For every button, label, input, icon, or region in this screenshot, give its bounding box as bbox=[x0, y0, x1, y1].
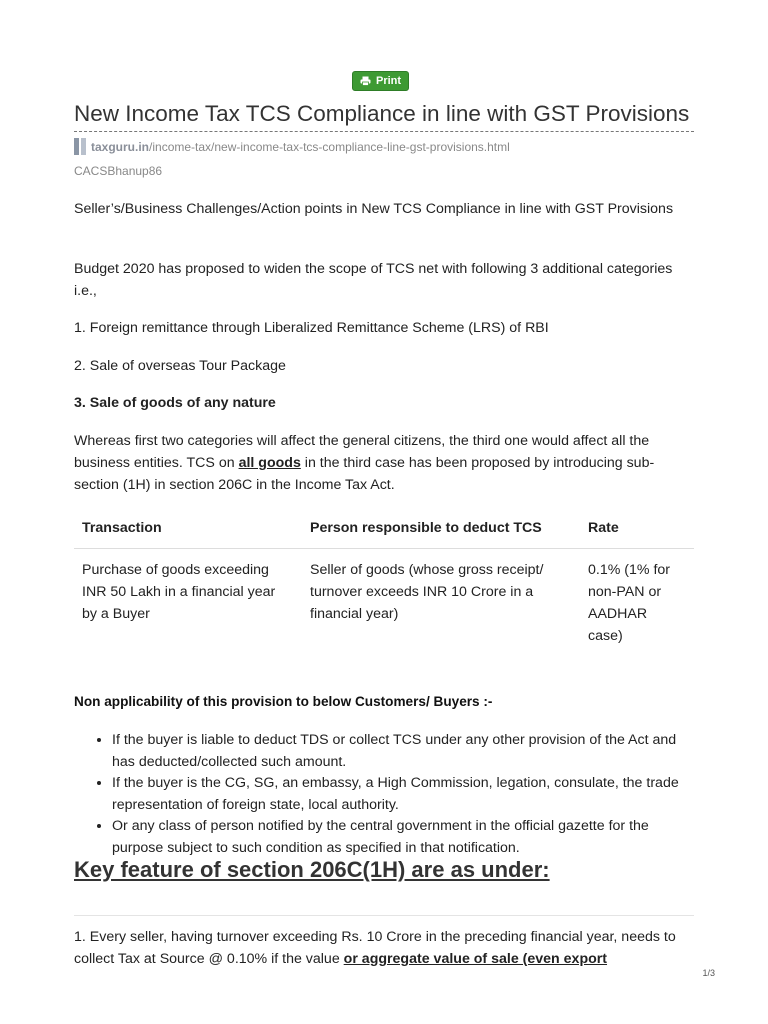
list-item-3 bbox=[74, 392, 694, 414]
whereas-text-1: Whereas first two categories will affect the general citizens, the third one would affect all the business entities. TCS on bbox=[74, 433, 650, 471]
tcs-table bbox=[74, 508, 694, 657]
list-item-1: 1. Foreign remittance through Liberalized Remittance Scheme (LRS) of RBI bbox=[74, 320, 549, 336]
cell-person-responsible: Seller of goods (whose gross receipt/ turnover exceeds INR 10 Crore in a financial year) bbox=[310, 562, 544, 622]
table-row bbox=[74, 549, 694, 658]
whereas-paragraph bbox=[74, 430, 694, 496]
whereas-text-2: in the third case has been proposed by introducing sub-section (1H) in section 206C in the Income Tax Act. bbox=[74, 455, 655, 493]
print-area bbox=[352, 71, 409, 91]
list-item-3-text: 3. Sale of goods of any nature bbox=[74, 395, 276, 411]
header-rate: Rate bbox=[580, 508, 694, 549]
list-item: • Or any class of person notified by the central government in the official gazette for the purpose subject to such condition as specified in that notification. bbox=[112, 816, 694, 859]
list-item: • If the buyer is liable to deduct TDS or collect TCS under any other provision of the Act and has deducted/collected such amount. bbox=[112, 730, 694, 773]
budget-paragraph: Budget 2020 has proposed to widen the scope of TCS net with following 3 additional categories i.e., bbox=[74, 261, 673, 299]
cell-transaction: Purchase of goods exceeding INR 50 Lakh in a financial year by a Buyer bbox=[82, 562, 276, 622]
list-item-2: 2. Sale of overseas Tour Package bbox=[74, 358, 286, 374]
rate-text: 0.1% (1% for non-PAN or AADHAR case) bbox=[588, 562, 671, 644]
section-divider bbox=[74, 915, 694, 916]
key-feature-paragraph bbox=[74, 926, 694, 970]
aggregate-value-link[interactable]: or aggregate value of sale (even export bbox=[343, 951, 608, 967]
header-person-responsible: Person responsible to deduct TCS bbox=[302, 508, 580, 549]
non-applicability-heading: Non applicability of this provision to below Customers/ Buyers :- bbox=[74, 694, 493, 709]
header-transaction: Transaction bbox=[74, 508, 302, 549]
table-header-row bbox=[74, 508, 694, 549]
title-divider bbox=[74, 131, 694, 132]
all-goods-link[interactable]: all goods bbox=[238, 455, 301, 471]
cell-rate bbox=[580, 549, 694, 658]
non-applicability-list bbox=[74, 730, 694, 859]
print-button[interactable] bbox=[352, 71, 409, 91]
print-label: Print bbox=[376, 75, 402, 87]
source-domain: taxguru.in bbox=[91, 139, 150, 154]
list-item: • If the buyer is the CG, SG, an embassy, a High Commission, legation, consulate, the trade representation of foreign state, local authority. bbox=[112, 773, 694, 816]
page-number: 1/3 bbox=[702, 968, 715, 978]
printer-icon bbox=[360, 76, 371, 86]
author-name: CACSBhanup86 bbox=[74, 164, 163, 178]
source-path: /income-tax/new-income-tax-tcs-compliance-line-gst-provisions.html bbox=[149, 139, 510, 154]
key-para-text: 1. Every seller, having turnover exceeding Rs. 10 Crore in the preceding financial year, needs to collect Tax at Source @ 0.10% if the value bbox=[74, 929, 676, 967]
page-title: New Income Tax TCS Compliance in line with GST Provisions bbox=[74, 101, 690, 126]
source-url[interactable] bbox=[74, 138, 510, 155]
taxguru-bars-icon bbox=[74, 138, 86, 155]
key-feature-heading: Key feature of section 206C(1H) are as under: bbox=[74, 857, 550, 882]
intro-paragraph: Seller’s/Business Challenges/Action points in New TCS Compliance in line with GST Provisions bbox=[74, 201, 674, 217]
